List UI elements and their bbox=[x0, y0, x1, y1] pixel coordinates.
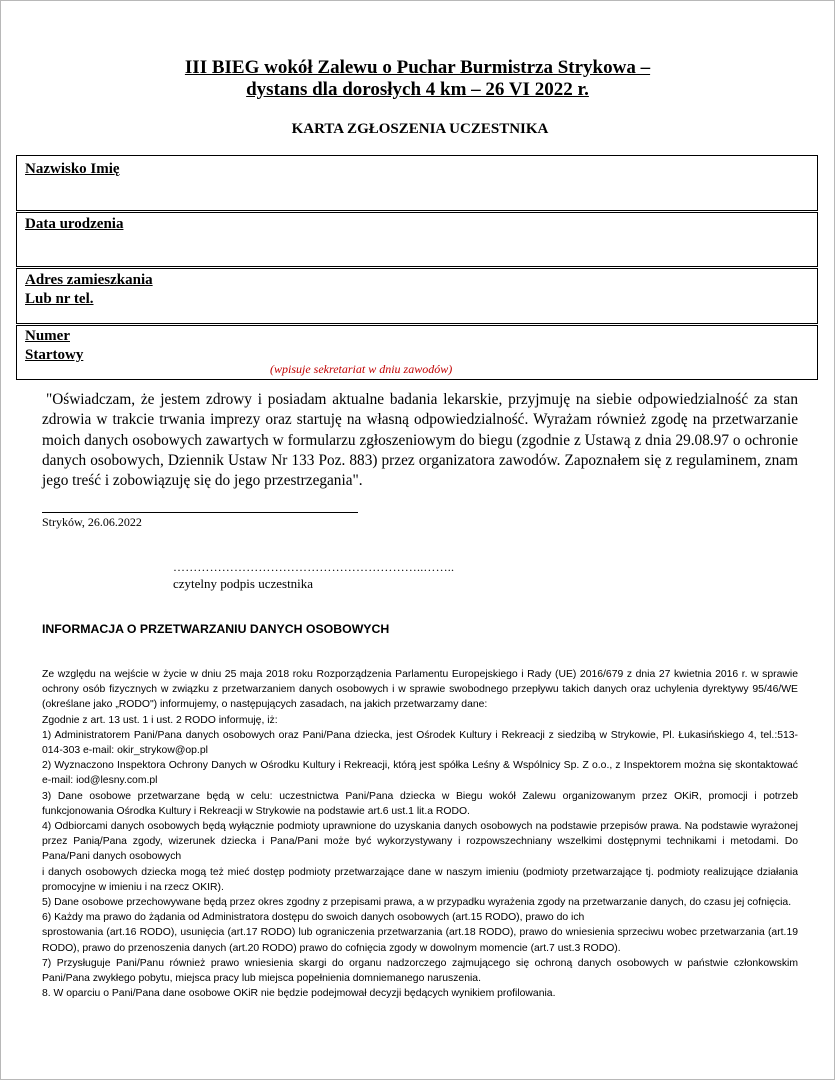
info-paragraph: 4) Odbiorcami danych osobowych będą wyłącznie podmioty uprawnione do uzyskania danych osobowych na podstawie przepisów prawa. Na podstawie wyrażonej przez Panią/Pana zgody, wizerunek dziecka i Pana/Pani może być wykorzystywany i rozpowszechniany wszelkimi dostępnymi technikami i metodami. Do Pana/Pani danych osobowych bbox=[42, 821, 798, 863]
event-title-line-2: dystans dla dorosłych 4 km – 26 VI 2022 r. bbox=[246, 79, 589, 100]
signature-dots: ……………………………………………………..…….. bbox=[173, 560, 455, 574]
event-title-line-1: III BIEG wokół Zalewu o Puchar Burmistrza Strykowa – bbox=[184, 57, 651, 78]
address-field-label-2: Lub nr tel. bbox=[25, 291, 94, 307]
info-paragraph: sprostowania (art.16 RODO), usunięcia (art.17 RODO) lub ograniczenia przetwarzania (art.18 RODO), prawo do wniesienia sprzeciwu wobec przetwarzania (art.19 RODO), prawo do przenoszenia danych (art.20 RODO) prawo do cofnięcia zgody w dowolnym momencie (art.7 ust.3 RODO). bbox=[42, 927, 798, 954]
data-processing-info bbox=[42, 667, 798, 1001]
info-paragraph: Ze względu na wejście w życie w dniu 25 maja 2018 roku Rozporządzenia Parlamentu Europejskiego i Rady (UE) 2016/679 z dnia 27 kwietnia 2016 r. w sprawie ochrony osób fizycznych w związku z przetwarzaniem danych osobowych i w sprawie swobodnego przepływu takich danych oraz uchylenia dyrektywy 95/46/WE (określane jako „RODO") informujemy, o następujących zasadach, na jakich przetwarzamy dane: bbox=[42, 669, 798, 711]
health-declaration: "Oświadczam, że jestem zdrowy i posiadam aktualne badania lekarskie, przyjmuję na siebie odpowiedzialność za stan zdrowia w trakcie trwania imprezy oraz startuję na własną odpowiedzialność. Wyrażam również zgodę na przetwarzanie moich danych osobowych zawartych w formularzu zgłoszeniowym do biegu (zgodnie z Ustawą z dnia 29.08.97 o ochronie danych osobowych, Dziennik Ustaw Nr 133 Poz. 883) przez organizatora zawodów. Zapoznałem się z regulaminem, znam jego treść i zobowiązuję się do jego przestrzegania". bbox=[42, 391, 798, 490]
birth-date-field-label: Data urodzenia bbox=[25, 216, 124, 232]
info-paragraph: 5) Dane osobowe przechowywane będą przez okres zgodny z przepisami prawa, a w przypadku wyrażenia zgody na przetwarzanie danych, do czasu jej cofnięcia. bbox=[42, 897, 792, 909]
info-paragraph: 8. W oparciu o Pani/Pana dane osobowe OKiR nie będzie podejmował decyzji będących wynikiem profilowania. bbox=[42, 988, 556, 1000]
info-paragraph: 1) Administratorem Pani/Pana danych osobowych oraz Pani/Pana dziecka, jest Ośrodek Kultury i Rekreacji z siedzibą w Strykowie, Pl. Łukasińskiego 4, tel.:513-014-303 e-mail: okir_strykow@op.pl bbox=[42, 729, 798, 757]
name-field-box[interactable] bbox=[16, 155, 818, 211]
info-paragraph: 7) Przysługuje Pani/Panu również prawo wniesienia skargi do organu nadzorczego zajmującego się ochroną danych osobowych w państwie członkowskim Pani/Pana zwykłego pobytu, miejsca pracy lub miejsca popełnienia domniemanego naruszenia. bbox=[42, 957, 798, 985]
birth-date-field-box[interactable] bbox=[16, 212, 818, 267]
address-field-label-1: Adres zamieszkania bbox=[25, 272, 153, 288]
start-number-note: (wpisuje sekretariat w dniu zawodów) bbox=[270, 362, 453, 376]
info-paragraph: 3) Dane osobowe przetwarzane będą w celu: uczestnictwa Pani/Pana dziecka w Biegu wokół Zalewu organizowanym przez OKiR, promocji i potrzeb funkcjonowania Ośrodka Kultury i Rekreacji w Strykowie na podstawie art.6 ust.1 lit.a RODO. bbox=[42, 790, 798, 817]
name-field-label: Nazwisko Imię bbox=[25, 161, 120, 177]
info-paragraph: i danych osobowych dziecka mogą też mieć dostęp podmioty przetwarzające dane w naszym imieniu (podmioty przetwarzające tj. podmioty realizujące działania promocyjne w imieniu i na rzecz OKIR). bbox=[42, 866, 798, 893]
start-number-field-label-1: Numer bbox=[25, 328, 70, 344]
date-line bbox=[42, 512, 358, 513]
info-paragraph: Zgodnie z art. 13 ust. 1 i ust. 2 RODO informuję, iż: bbox=[42, 714, 278, 726]
start-number-field-label-2: Startowy bbox=[25, 347, 84, 363]
place-date: Stryków, 26.06.2022 bbox=[42, 515, 142, 529]
data-processing-heading: INFORMACJA O PRZETWARZANIU DANYCH OSOBOWYCH bbox=[42, 622, 390, 636]
signature-label: czytelny podpis uczestnika bbox=[173, 576, 314, 591]
info-paragraph: 6) Każdy ma prawo do żądania od Administratora dostępu do swoich danych osobowych (art.15 RODO), prawo do ich bbox=[42, 912, 585, 924]
form-title: KARTA ZGŁOSZENIA UCZESTNIKA bbox=[291, 121, 549, 137]
info-paragraph: 2) Wyznaczono Inspektora Ochrony Danych w Ośrodku Kultury i Rekreacji, którą jest spółka Leśny & Wspólnicy Sp. Z o.o., z Inspektorem można się skontaktować e-mail: iod@lesny.com.pl bbox=[42, 760, 798, 787]
